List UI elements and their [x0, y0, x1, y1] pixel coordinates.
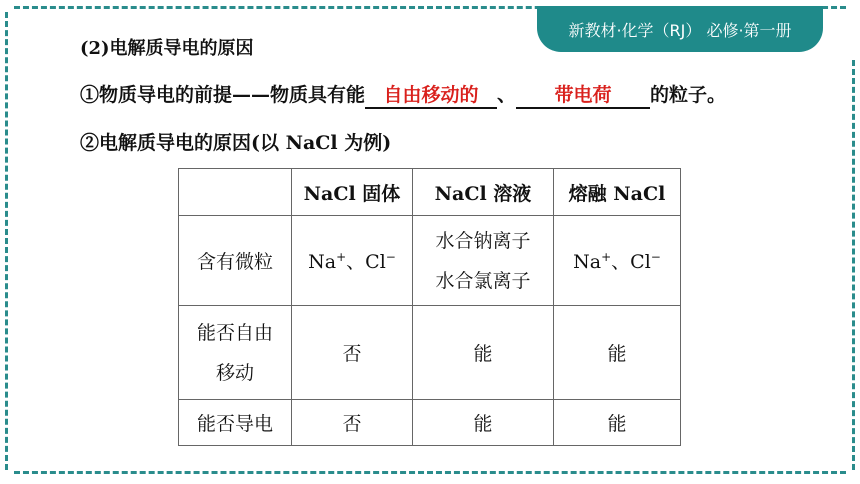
- table-row: [179, 400, 681, 446]
- header-empty: [179, 169, 292, 216]
- hydrated-cl-ion: 水合氯离子: [435, 269, 531, 292]
- cell-molten-movable: 能: [554, 306, 681, 400]
- row-label-particles: 含有微粒: [179, 216, 292, 306]
- ion-cl: Cl: [365, 251, 386, 273]
- charge-minus: −: [650, 250, 661, 264]
- cell-molten-particles: [554, 216, 681, 306]
- charge-plus: +: [336, 250, 347, 264]
- header-solid: NaCl 固体: [292, 169, 413, 216]
- cell-solution-particles: [413, 216, 554, 306]
- textbook-badge: 新教材·化学（RJ） 必修·第一册: [537, 6, 823, 52]
- ion-na: Na: [573, 251, 602, 273]
- charge-plus: +: [601, 250, 612, 264]
- right-dashed-border: [852, 60, 855, 470]
- cell-solid-movable: 否: [292, 306, 413, 400]
- charge-minus: −: [385, 250, 396, 264]
- table-header-row: [179, 169, 681, 216]
- answer-blank-2: 带电荷: [516, 83, 650, 109]
- nacl-comparison-table: [178, 168, 681, 446]
- row-label-line: 能否自由: [196, 321, 273, 344]
- ion-separator: 、: [611, 251, 631, 273]
- row-label-line: 移动: [215, 361, 254, 384]
- ion-cl: Cl: [630, 251, 651, 273]
- cell-solution-movable: 能: [413, 306, 554, 400]
- row-label-conductive: 能否导电: [179, 400, 292, 446]
- premise-line: [80, 80, 726, 109]
- table-row: [179, 216, 681, 306]
- premise-suffix: 的粒子。: [650, 84, 727, 106]
- cell-solution-conductive: 能: [413, 400, 554, 446]
- ion-na: Na: [308, 251, 337, 273]
- cell-solid-conductive: 否: [292, 400, 413, 446]
- premise-separator: 、: [497, 84, 517, 106]
- header-molten: 熔融 NaCl: [554, 169, 681, 216]
- answer-blank-1: 自由移动的: [365, 83, 497, 109]
- left-dashed-border: [5, 12, 8, 470]
- row-label-movable: [179, 306, 292, 400]
- premise-prefix: ①物质导电的前提——物质具有能: [80, 84, 366, 106]
- table-row: [179, 306, 681, 400]
- cell-solid-particles: [292, 216, 413, 306]
- hydrated-na-ion: 水合钠离子: [435, 229, 531, 252]
- section-heading: (2)电解质导电的原因: [80, 38, 254, 59]
- header-solution: NaCl 溶液: [413, 169, 554, 216]
- sub-heading: ②电解质导电的原因(以 NaCl 为例): [80, 132, 392, 154]
- bottom-dashed-border: [14, 471, 846, 474]
- ion-separator: 、: [346, 251, 366, 273]
- cell-molten-conductive: 能: [554, 400, 681, 446]
